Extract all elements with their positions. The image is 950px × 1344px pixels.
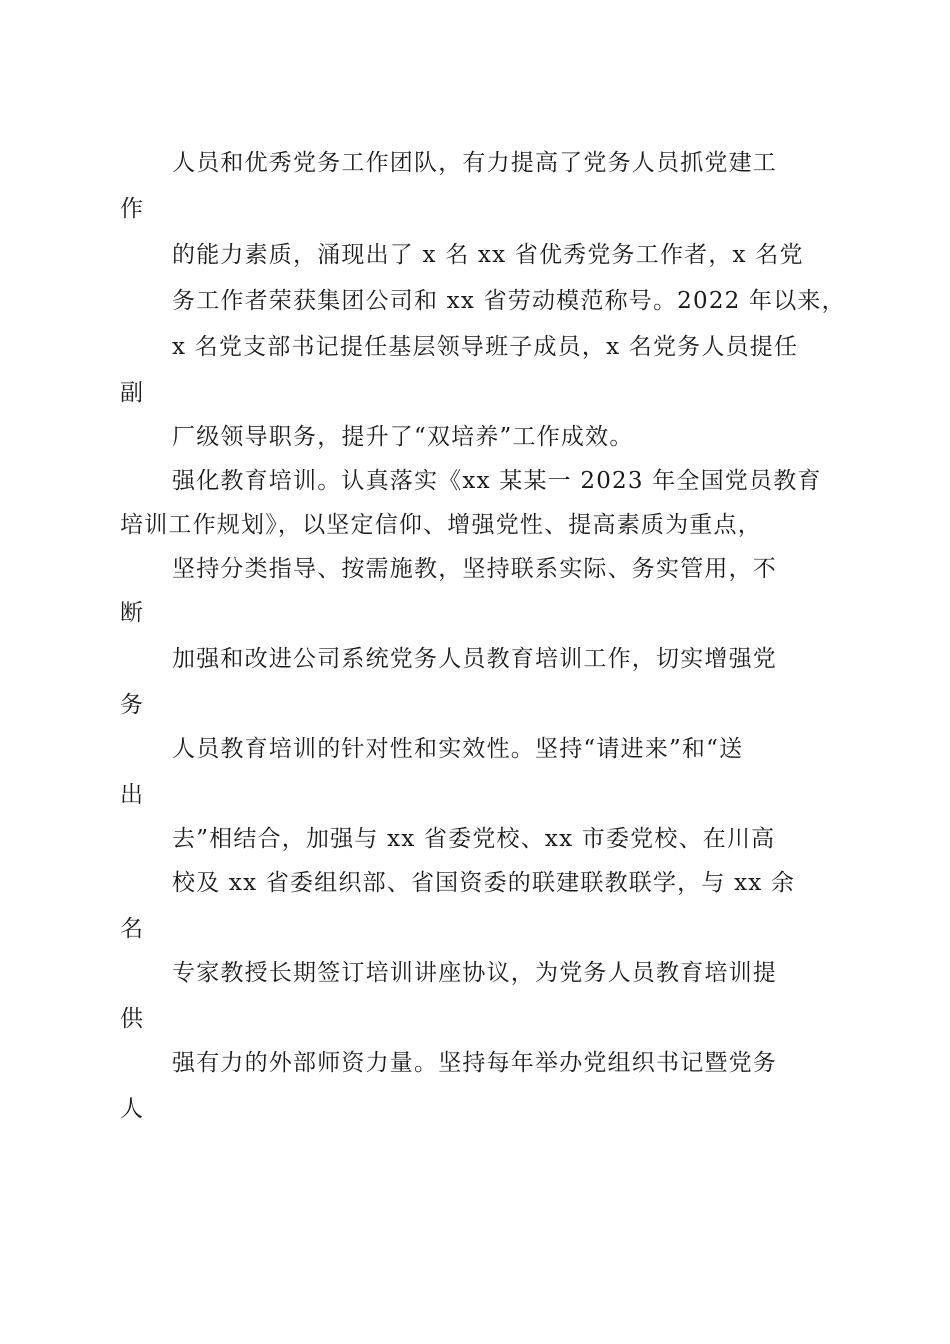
text-line: 副 [120, 380, 145, 406]
text-line: 坚持分类指导、按需施教，坚持联系实际、务实管用，不 [172, 556, 777, 582]
text-line: 人员教育培训的针对性和实效性。坚持“请进来”和“送 [172, 736, 744, 762]
text-line: 加强和改进公司系统党务人员教育培训工作，切实增强党 [172, 646, 777, 672]
text-line: 人员和优秀党务工作团队，有力提高了党务人员抓党建工 [172, 150, 777, 176]
text-line: 作 [120, 196, 145, 222]
text-line: 名 [120, 916, 145, 942]
text-line: 厂级领导职务，提升了“双培养”工作成效。 [172, 424, 634, 450]
text-line: 务 [120, 692, 145, 718]
text-line: 出 [120, 782, 145, 808]
text-line: x 名党支部书记提任基层领导班子成员，x 名党务人员提任 [172, 334, 799, 360]
text-line: 强有力的外部师资力量。坚持每年举办党组织书记暨党务 [172, 1050, 777, 1076]
text-line: 培训工作规划》，以坚定信仰、增强党性、提高素质为重点， [120, 512, 762, 538]
text-line: 专家教授长期签订培训讲座协议，为党务人员教育培训提 [172, 960, 777, 986]
text-line: 强化教育培训。认真落实《xx 某某一 2023 年全国党员教育 [172, 468, 822, 494]
text-line: 务工作者荣获集团公司和 xx 省劳动模范称号。2022 年以来， [172, 288, 846, 314]
text-line: 断 [120, 600, 145, 626]
text-line: 供 [120, 1006, 145, 1032]
text-line: 校及 xx 省委组织部、省国资委的联建联教联学，与 xx 余 [172, 870, 796, 896]
text-line: 去”相结合，加强与 xx 省委党校、xx 市委党校、在川高 [172, 826, 776, 852]
text-line: 的能力素质，涌现出了 x 名 xx 省优秀党务工作者，x 名党 [172, 242, 804, 268]
text-line: 人 [120, 1096, 145, 1122]
